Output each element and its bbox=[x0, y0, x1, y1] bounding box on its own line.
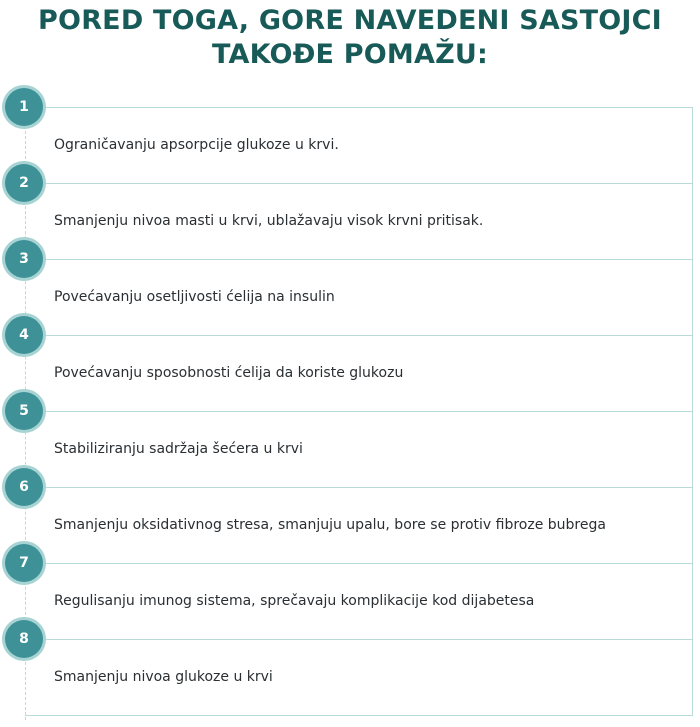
item-text: Stabiliziranju sadržaja šećera u krvi bbox=[54, 441, 303, 457]
item-text: Ograničavanju apsorpcije glukoze u krvi. bbox=[54, 137, 339, 153]
list-item bbox=[0, 175, 700, 259]
item-text: Smanjenju nivoa masti u krvi, ublažavaju visok krvni pritisak. bbox=[54, 213, 484, 229]
page-title-line-1: PORED TOGA, GORE NAVEDENI SASTOJCI bbox=[38, 5, 662, 36]
item-number-badge: 7 bbox=[5, 544, 43, 582]
list-item bbox=[0, 327, 700, 411]
item-number-badge: 2 bbox=[5, 164, 43, 202]
list-item bbox=[0, 403, 700, 487]
item-divider bbox=[44, 107, 693, 108]
item-number-badge: 5 bbox=[5, 392, 43, 430]
item-text: Smanjenju oksidativnog stresa, smanjuju upalu, bore se protiv fibroze bubrega bbox=[54, 517, 606, 533]
item-number-badge: 6 bbox=[5, 468, 43, 506]
list-item bbox=[0, 555, 700, 639]
item-text: Povećavanju osetljivosti ćelija na insulin bbox=[54, 289, 335, 305]
list-item bbox=[0, 251, 700, 335]
item-divider bbox=[44, 183, 693, 184]
list-item bbox=[0, 479, 700, 563]
list-item bbox=[0, 99, 700, 183]
item-divider bbox=[44, 259, 693, 260]
item-divider bbox=[44, 411, 693, 412]
item-text: Povećavanju sposobnosti ćelija da koriste glukozu bbox=[54, 365, 404, 381]
item-divider bbox=[44, 335, 693, 336]
item-divider bbox=[44, 487, 693, 488]
item-number-badge: 4 bbox=[5, 316, 43, 354]
list-item bbox=[0, 631, 700, 715]
item-text: Smanjenju nivoa glukoze u krvi bbox=[54, 669, 273, 685]
page-title-line-2: TAKOĐE POMAŽU: bbox=[212, 39, 488, 70]
item-number-badge: 3 bbox=[5, 240, 43, 278]
item-number-badge: 1 bbox=[5, 88, 43, 126]
item-divider bbox=[44, 639, 693, 640]
item-text: Regulisanju imunog sistema, sprečavaju komplikacije kod dijabetesa bbox=[54, 593, 535, 609]
item-divider bbox=[44, 563, 693, 564]
item-number-badge: 8 bbox=[5, 620, 43, 658]
